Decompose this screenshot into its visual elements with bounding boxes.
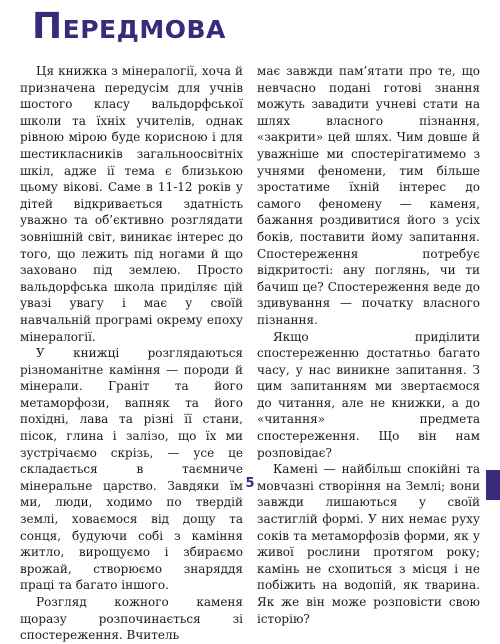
page-number: 5 (245, 476, 255, 491)
paragraph: У книжці розглядаються різноманітне каміння — породи й мінерали. Граніт та його метаморфози, вапняк та його похідні, лава та різні її стани, пісок, глина і залізо, що їх ми зустрічаємо скрізь, — усе це складається в таємниче мінеральне царство. Завдяки їм ми, люди, ходимо по твердій землі, ховаємося від дощу та сонця, будуючи собі з каміння житло, вирощуємо і збираємо врожай, створюємо знаряддя праці та багато іншого. (20, 346, 243, 593)
paragraph: Ця книжка з мінералогії, хоча й призначена передусім для учнів шостого класу вальдорфської школи та їхніх учителів, однак рівною мірою буде корисною і для шестикласників загальноосвітніх шкіл, адже ії тема є близькою цьому вікові. Саме в 11-12 років у дітей відкривається здатність уважно та об’єктивно розглядати зовнішній світ, виникає інтерес до того, що лежить під ногами й що заховано під землею. Просто вальдорфська школа приділяє цій увазі увагу і має у своїй навчальній програмі окрему епоху мінералогії. (20, 64, 243, 344)
text-column-left (20, 63, 243, 644)
paragraph: має завжди пам’ятати про те, що невчасно подані готові знання можуть завадити учневі стати на шлях власного пізнання, «закрити» цей шлях. Чим довше й уважніше ми спостерігатимемо з учнями феномени, тим більше зростатиме їхній інтерес до самого феномену — каменя, бажання роздивитися його з усіх боків, поставити йому запитання. Спостереження потребує відкритості: ану поглянь, чи ти бачиш це? Спостереження веде до здивування — початку власного пізнання. (257, 64, 480, 327)
page-title: Передмова (32, 6, 226, 47)
paragraph: Камені — найбільш спокійні та мовчазні створіння на Землі; вони завжди лишаються у своїй застиглій формі. У них немає руху соків та метаморфозів форми, як у живої рослини протягом року; камінь не схопиться з місця і не побіжить на водопій, як тварина. Як же він може розповісти свою історію? (257, 462, 480, 626)
paragraph: Якщо приділити спостереженню достатньо багато часу, у нас виникне запитання. З цим запитанням ми звертаємося до читання, але не книжки, а до «читання» предмета спостереження. Що він нам розповідає? (257, 329, 480, 460)
text-column-right (257, 63, 480, 627)
page-edge-decoration (486, 470, 500, 500)
paragraph: Розгляд кожного каменя щоразу розпочинається зі спостереження. Вчитель (20, 595, 243, 643)
